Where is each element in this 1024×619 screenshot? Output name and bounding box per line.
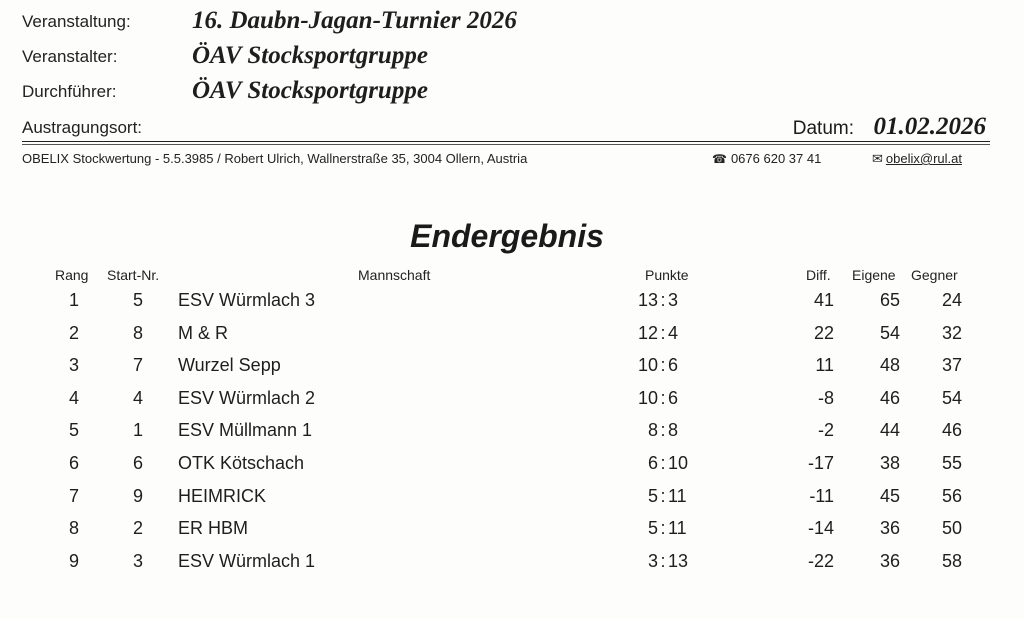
col-own: Eigene [852, 267, 896, 283]
team-name-cell: ESV Würmlach 2 [178, 387, 316, 408]
table-row [0, 323, 1024, 355]
points-cell [622, 290, 714, 311]
own-score-cell: 36 [879, 518, 900, 539]
points-won: 13 [637, 290, 658, 310]
own-score-cell: 54 [879, 322, 900, 343]
diff-cell: 22 [813, 322, 834, 343]
start-number-cell: 8 [132, 322, 143, 343]
points-separator: : [660, 387, 666, 408]
points-cell [622, 518, 714, 539]
own-score-cell: 45 [879, 485, 900, 506]
points-cell [622, 420, 714, 441]
points-separator: : [660, 322, 666, 343]
executor-value: ÖAV Stocksportgruppe [192, 77, 428, 104]
rank-cell: 7 [68, 485, 79, 506]
points-cell [622, 453, 714, 474]
start-number-cell: 5 [132, 290, 143, 310]
rank-cell: 8 [68, 518, 79, 539]
points-lost: 11 [668, 485, 687, 506]
points-won: 6 [647, 453, 658, 473]
diff-cell: -14 [807, 518, 834, 539]
table-row [0, 551, 1024, 583]
points-lost: 6 [668, 387, 679, 408]
envelope-icon: ✉ [872, 151, 883, 166]
team-name-cell: ER HBM [178, 518, 249, 539]
table-row [0, 290, 1024, 322]
opponent-score-cell: 58 [941, 550, 962, 571]
opponent-score-cell: 55 [941, 453, 962, 473]
email-link[interactable]: obelix@rul.at [885, 151, 962, 166]
points-won: 12 [637, 322, 658, 343]
table-row [0, 355, 1024, 387]
team-name-cell: Wurzel Sepp [178, 355, 281, 376]
col-start: Start-Nr. [107, 267, 160, 283]
points-lost: 10 [668, 453, 689, 473]
event-value: 16. Daubn-Jagan-Turnier 2026 [192, 7, 517, 34]
executor-label: Durchführer: [22, 82, 117, 101]
points-lost: 4 [668, 322, 679, 343]
points-won: 3 [647, 550, 658, 571]
organizer-label: Veranstalter: [22, 47, 118, 66]
points-won: 8 [647, 420, 658, 441]
own-score-cell: 48 [879, 355, 900, 376]
rank-cell: 9 [68, 550, 79, 571]
diff-cell: -22 [807, 550, 834, 571]
col-rang: Rang [55, 267, 89, 283]
start-number-cell: 7 [132, 355, 143, 376]
points-cell [622, 323, 714, 344]
contact-email [872, 151, 962, 167]
team-name-cell: HEIMRICK [178, 485, 267, 506]
venue-label: Austragungsort: [22, 118, 143, 137]
col-points: Punkte [645, 267, 689, 283]
contact-phone [712, 151, 821, 166]
own-score-cell: 44 [879, 420, 900, 441]
points-won: 10 [637, 387, 658, 408]
rank-cell: 4 [68, 387, 79, 408]
start-number-cell: 6 [132, 453, 143, 473]
points-lost: 8 [668, 420, 679, 441]
opponent-score-cell: 46 [941, 420, 962, 441]
team-name-cell: ESV Würmlach 3 [178, 290, 316, 310]
table-row [0, 420, 1024, 452]
points-separator: : [660, 290, 666, 310]
points-separator: : [660, 518, 666, 539]
header-divider-secondary [22, 144, 990, 145]
diff-cell: -8 [817, 387, 834, 408]
opponent-score-cell: 24 [941, 290, 962, 310]
points-cell [622, 486, 714, 507]
date-value: 01.02.2026 [873, 113, 986, 140]
points-cell [622, 551, 714, 572]
start-number-cell: 4 [132, 387, 143, 408]
points-won: 5 [647, 485, 658, 506]
diff-cell: 11 [815, 355, 834, 376]
header-divider [22, 141, 990, 142]
table-row [0, 486, 1024, 518]
points-cell [622, 388, 714, 409]
points-won: 5 [647, 518, 658, 539]
points-separator: : [660, 420, 666, 441]
own-score-cell: 65 [879, 290, 900, 310]
table-row [0, 388, 1024, 420]
points-won: 10 [637, 355, 658, 376]
opponent-score-cell: 32 [941, 322, 962, 343]
team-name-cell: M & R [178, 322, 229, 343]
points-separator: : [660, 355, 666, 376]
own-score-cell: 46 [879, 387, 900, 408]
rank-cell: 2 [68, 322, 79, 343]
points-separator: : [660, 453, 666, 473]
opponent-score-cell: 56 [941, 485, 962, 506]
points-lost: 3 [668, 290, 679, 310]
rank-cell: 3 [68, 355, 79, 376]
team-name-cell: ESV Würmlach 1 [178, 550, 316, 571]
rank-cell: 5 [68, 420, 79, 441]
software-credit: OBELIX Stockwertung - 5.5.3985 / Robert Ulrich, Wallnerstraße 35, 3004 Ollern, Austria [22, 151, 528, 166]
date-label: Datum: [792, 118, 854, 139]
points-lost: 13 [668, 550, 689, 571]
diff-cell: -11 [809, 485, 834, 506]
col-opp: Gegner [911, 267, 958, 283]
table-row [0, 453, 1024, 485]
start-number-cell: 1 [132, 420, 143, 441]
diff-cell: 41 [813, 290, 834, 310]
own-score-cell: 38 [879, 453, 900, 473]
col-team: Mannschaft [358, 267, 431, 283]
diff-cell: -2 [817, 420, 834, 441]
opponent-score-cell: 54 [941, 387, 962, 408]
event-label: Veranstaltung: [22, 12, 131, 31]
rank-cell: 1 [68, 290, 79, 310]
points-lost: 6 [668, 355, 679, 376]
points-separator: : [660, 550, 666, 571]
points-lost: 11 [668, 518, 687, 539]
team-name-cell: OTK Kötschach [178, 453, 305, 473]
table-row [0, 518, 1024, 550]
points-separator: : [660, 485, 666, 506]
phone-number: 0676 620 37 41 [730, 151, 822, 166]
diff-cell: -17 [807, 453, 834, 473]
start-number-cell: 2 [132, 518, 143, 539]
rank-cell: 6 [68, 453, 79, 473]
page-title: Endergebnis [410, 218, 604, 254]
opponent-score-cell: 37 [941, 355, 962, 376]
opponent-score-cell: 50 [941, 518, 962, 539]
col-diff: Diff. [806, 267, 831, 283]
start-number-cell: 3 [132, 550, 143, 571]
own-score-cell: 36 [879, 550, 900, 571]
organizer-value: ÖAV Stocksportgruppe [192, 42, 428, 69]
start-number-cell: 9 [132, 485, 143, 506]
team-name-cell: ESV Müllmann 1 [178, 420, 313, 441]
points-cell [622, 355, 714, 376]
phone-icon: ☎ [712, 152, 727, 166]
